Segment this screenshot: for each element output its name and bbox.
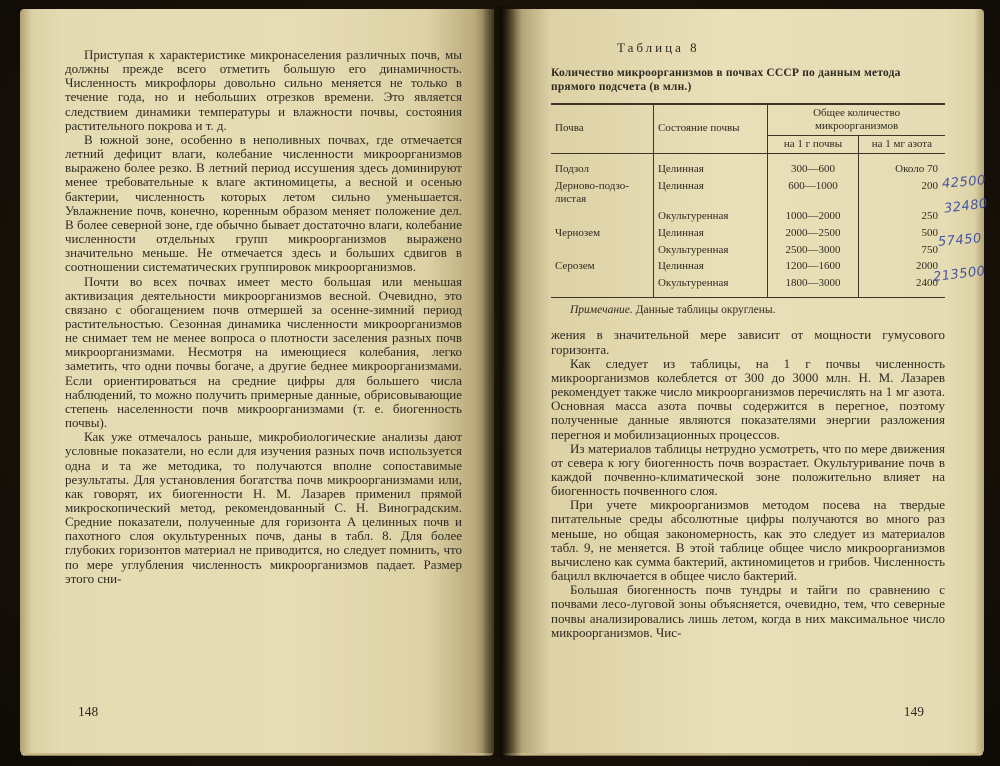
table-note [551, 304, 945, 316]
cell-state: Окультуренная [653, 275, 767, 297]
cell-per_g: 600—1000 [768, 178, 859, 208]
paragraph: Приступая к характеристике микронаселения различных почв, мы должны прежде всего отметить большую его динамичность. Численность микрофлоры довольно сильно меняется не только в течение года, но и небольших отрезков времени. Это является следствием динамики температуры и влажности почвы, состояния растительного покрова и т. д. [65, 47, 462, 133]
cell-per_mg: 250 [858, 208, 945, 225]
header-state: Состояние почвы [653, 104, 767, 153]
paragraph-continuation: жения в значительной мере зависит от мощности гумусового горизонта. [551, 327, 945, 357]
paragraph: Как следует из таблицы, на 1 г почвы численность микроорганизмов колеблется от 300 до 3000 млн. Н. М. Лазарев рекомендует также число микроорганизмов перечислять на 1 мг азота. Основная масса азота почвы содержится в перегное, поэтому полученные данные являются показателями энергии разложения перегноя и мобилизационных процессов. [551, 355, 945, 442]
cell-per_g: 1200—1600 [768, 258, 859, 275]
paragraph: При учете микроорганизмов методом посева на твердые питательные среды абсолютные цифры получаются во много раз меньше, но общая закономерность, как это следует из материалов табл. 9, не меняется. В этой таблице общее число микроорганизмов вычислено как сумма бактерий, актиномицетов и грибов. Численность бацилл включается в общее число бактерий. [551, 497, 945, 584]
cell-per_g: 1000—2000 [768, 208, 859, 225]
handwritten-annotation: 32480 [943, 196, 989, 217]
cell-per_mg: 750 [858, 242, 945, 259]
cell-soil: Чернозем [555, 226, 601, 239]
paragraph: В южной зоне, особенно в неполивных почвах, где отмечается летний дефицит влаги, колебание численности микроорганизмов выражено более резко. В летний период иссушения здесь доминируют менее требовательные к влаге актиномицеты, а весной и осенью бактерии, численность которых летом сильно уменьшается. Увлажнение почв, конечно, коренным образом меняет положение дел. В более северной зоне, где обычно бывает достаточно влаги, колебание численности отдельных групп микроорганизмов выражено значительно меньше. Не отмечается здесь и больших сдвигов в соотношении систематических группировок микроорганизмов. [65, 131, 462, 275]
cell-state: Целинная [653, 258, 767, 275]
right-page-text [551, 328, 945, 639]
cell-state: Окультуренная [653, 242, 767, 259]
right-page-number: 149 [903, 704, 924, 719]
cell-per_g: 1800—3000 [768, 275, 859, 297]
table-row [551, 242, 945, 259]
table-body [551, 153, 945, 298]
cell-soil: Серозем [555, 260, 595, 273]
cell-per_mg: 2400 [858, 275, 945, 297]
table-row [551, 178, 945, 208]
table-row [551, 153, 945, 177]
cell-per_g: 300—600 [768, 153, 859, 177]
table-label: Таблица 8 [617, 40, 700, 55]
right-page [502, 9, 987, 753]
table-note-label: Примечание. [570, 304, 633, 317]
left-page-number: 148 [78, 704, 99, 719]
right-page-content [551, 40, 945, 640]
cell-state: Целинная [653, 225, 767, 242]
table-row [551, 258, 945, 275]
header-soil: Почва [555, 122, 584, 135]
right-page-paragraphs [551, 357, 945, 640]
header-per-mg-nitrogen: на 1 мг азота [858, 135, 945, 153]
table-note-text: Данные таблицы округлены. [635, 304, 776, 317]
cell-per_mg: Около 70 [858, 153, 945, 177]
cell-state: Окультуренная [653, 208, 767, 225]
table-row [551, 208, 945, 225]
handwritten-annotation: 213500 [932, 263, 987, 286]
table-row [551, 275, 945, 297]
handwritten-annotation: 57450 [937, 231, 983, 250]
microorganisms-table [551, 103, 945, 299]
cell-per_mg: 200 [858, 178, 945, 208]
left-page-text [65, 48, 462, 586]
paragraph: Из материалов таблицы нетрудно усмотреть, что по мере движения от севера к югу биогенность почв возрастает. Окультуривание почв в каждой почвенно-климатической зоне положительно влияет на биогенность почвенного слоя. [551, 440, 945, 499]
left-page [20, 9, 494, 753]
cell-per_g: 2000—2500 [768, 225, 859, 242]
table-caption: Количество микроорганизмов в почвах СССР по данным метода прямого подсчета (в млн.) [551, 67, 901, 94]
table-header [551, 104, 945, 153]
cell-soil: Подзол [555, 162, 589, 175]
table-row [551, 225, 945, 242]
cell-soil [551, 275, 653, 297]
cell-soil: Дерново-подзо-листая [555, 179, 629, 205]
handwritten-annotation: 42500 [941, 173, 987, 192]
cell-state: Целинная [653, 178, 767, 208]
paragraph: Почти во всех почвах имеет место большая или меньшая активизация деятельности микроорганизмов весной. Очевидно, это связано с обогащением почв отмершей за осенне-зимний период растительностью. Сезонная динамика численности микроорганизмов не снимает тем не менее вопроса о плотности заселения разных почв микроорганизмами. Несмотря на имеющиеся колебания, легко заметить, что одни почвы богаче, а другие беднее микроорганизмами. Если ориентироваться на средние цифры для большего числа наблюдений, то можно получить примерные данные, обрисовывающие степень населенности почв микроорганизмами (т. е. биогенность почвы). [65, 273, 462, 431]
header-per-gram: на 1 г почвы [768, 135, 859, 153]
paragraph: Большая биогенность почв тундры и тайги по сравнению с почвами лесо-луговой зоны объясняется, очевидно, тем, что северные почвы анализировались лишь летом, когда в них максимальное число микроорганизмов. Чис- [551, 582, 945, 640]
cell-per_mg: 500 [858, 225, 945, 242]
header-total-group: Общее количество микроорганизмов [768, 104, 945, 135]
cell-soil [551, 208, 653, 225]
cell-soil [551, 242, 653, 259]
cell-per_g: 2500—3000 [768, 242, 859, 259]
cell-per_mg: 2000 [858, 258, 945, 275]
paragraph: Как уже отмечалось раньше, микробиологические анализы дают условные показатели, но если для изучения разных почв используется одна и та же методика, то получаются вполне сопоставимые результаты. Для установления богатства почв микроорганизмами или, как говорят, их биогенности Н. М. Лазарев применил прямой микроскопический метод, рекомендованный С. Н. Виноградским. Средние показатели, полученные для горизонта А целинных почв и пахотного слоя окультуренных почв, даны в табл. 8. Для более глубоких горизонтов материал не приводится, но следует помнить, что по мере углубления численность микроорганизмов падает. Размер этого сни- [65, 429, 462, 586]
cell-state: Целинная [653, 153, 767, 177]
